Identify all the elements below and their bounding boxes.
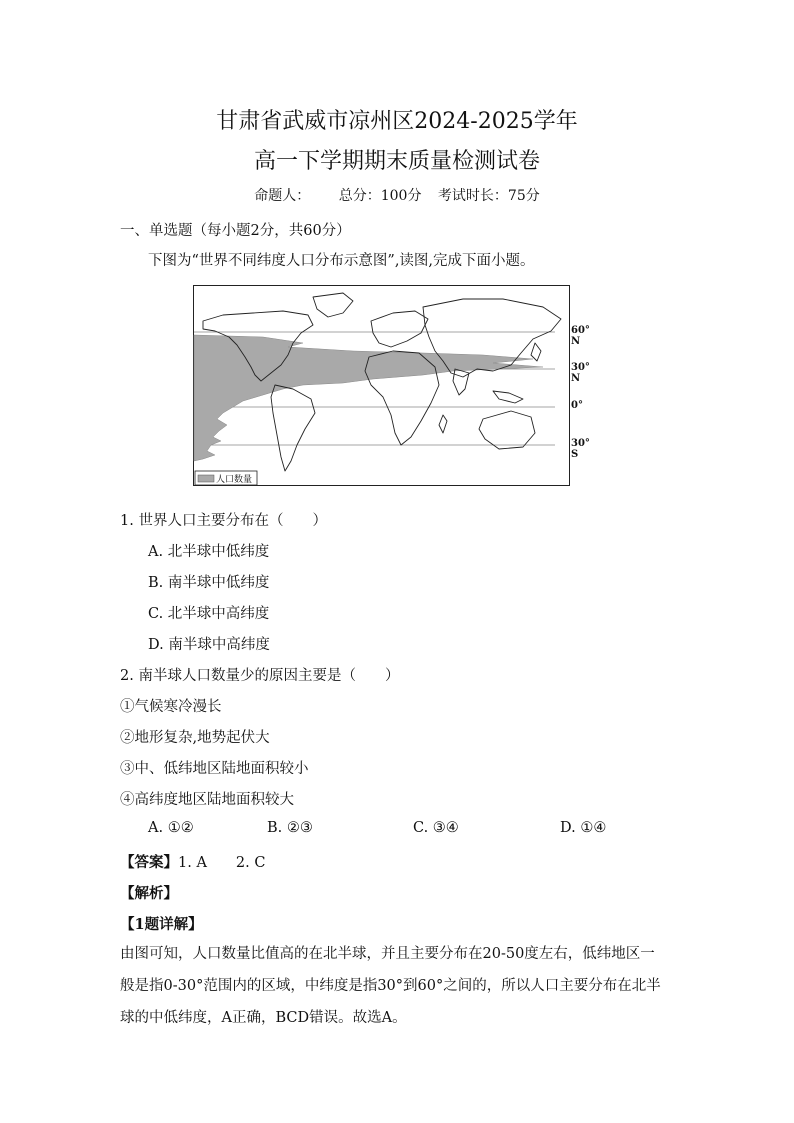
lat-label-30s: 30° S xyxy=(571,438,590,460)
q2-option-b: B. ②③ xyxy=(267,820,313,836)
author-label: 命题人： xyxy=(254,188,311,204)
map-legend xyxy=(195,471,257,485)
section-heading: 一、单选题（每小题2分，共60分） xyxy=(120,223,351,239)
lat-label-30n: 30° N xyxy=(571,362,590,384)
q1-stem: 1. 世界人口主要分布在（ ） xyxy=(120,513,327,529)
exam-title-line1: 甘肃省武威市凉州区2024-2025学年 xyxy=(216,109,578,134)
q2-item-3: ③中、低纬地区陆地面积较小 xyxy=(120,761,309,777)
q2-item-1: ①气候寒冷漫长 xyxy=(120,699,222,715)
exam-meta xyxy=(0,185,794,205)
q1-option-d: D. 南半球中高纬度 xyxy=(148,637,270,653)
q1-option-a: A. 北半球中低纬度 xyxy=(148,544,270,560)
lat-label-60n: 60° N xyxy=(571,325,590,347)
answer-text: 1. A 2. C xyxy=(178,855,266,871)
q2-stem: 2. 南半球人口数量少的原因主要是（ ） xyxy=(120,668,400,684)
q2-option-a: A. ①② xyxy=(148,820,194,836)
q2-item-4: ④高纬度地区陆地面积较大 xyxy=(120,792,294,808)
exam-title-line2: 高一下学期期末质量检测试卷 xyxy=(253,149,540,174)
section-intro: 下图为“世界不同纬度人口分布示意图”,读图,完成下面小题。 xyxy=(148,253,535,269)
q2-option-c: C. ③④ xyxy=(413,820,459,836)
q2-item-2: ②地形复杂,地势起伏大 xyxy=(120,730,270,746)
legend-label: 人口数量 xyxy=(216,475,253,485)
analysis-label: 【解析】 xyxy=(120,885,178,902)
lat-label-0: 0° xyxy=(571,400,583,411)
q1-analysis-label: 【1题详解】 xyxy=(120,916,203,933)
exam-time: 考试时长：75分 xyxy=(437,188,540,204)
q2-option-d: D. ①④ xyxy=(560,820,607,836)
q1-option-c: C. 北半球中高纬度 xyxy=(148,606,270,622)
answer-line xyxy=(120,851,265,872)
answer-label: 【答案】 xyxy=(120,854,178,871)
total-score: 总分：100分 xyxy=(338,188,422,204)
population-latitude-map xyxy=(193,285,590,486)
q1-option-b: B. 南半球中低纬度 xyxy=(148,575,270,591)
q1-analysis-text: 由图可知，人口数量比值高的在北半球，并且主要分布在20-50度左右，低纬地区一般是指0-30°范围内的区域，中纬度是指30°到60°之间的，所以人口主要分布在北半球的中低纬度，A正确，BCD错误。故选A。 xyxy=(120,946,661,1026)
